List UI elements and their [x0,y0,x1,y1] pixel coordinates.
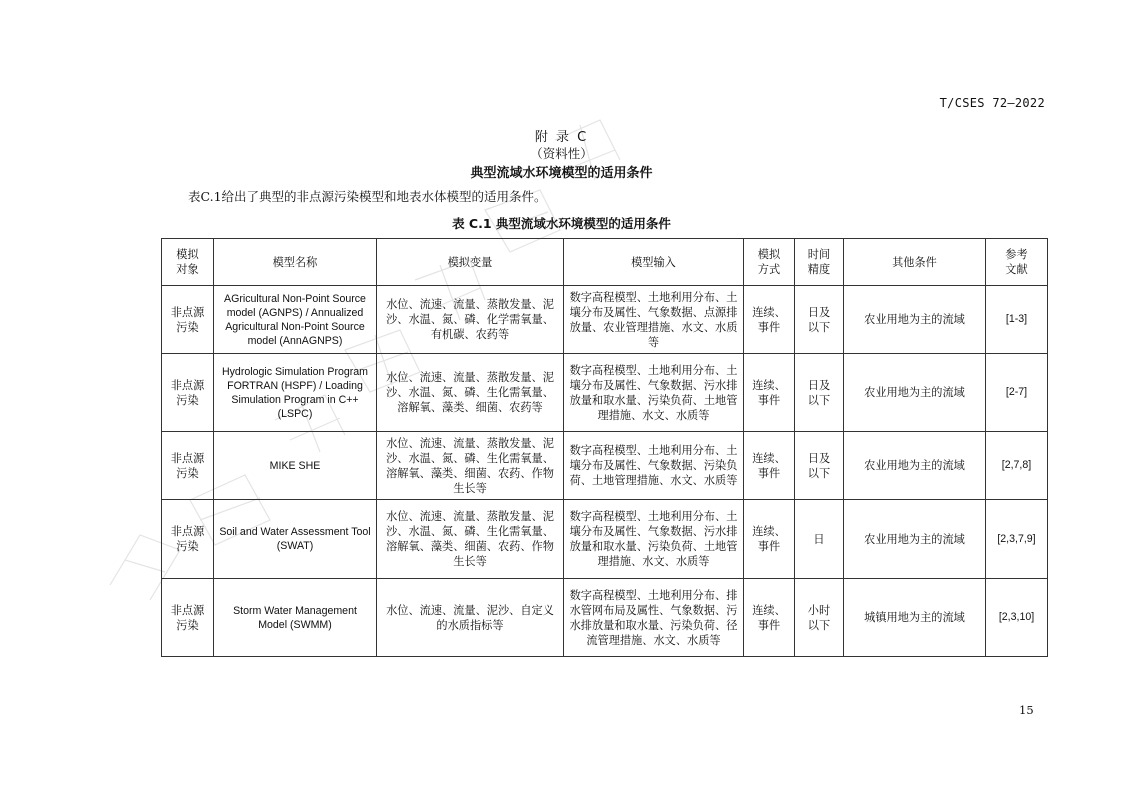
table-title: 表 C.1 典型流域水环境模型的适用条件 [452,216,671,231]
cell-inputs: 数字高程模型、土地利用分布、土壤分布及属性、气象数据、污水排放量和取水量、污染负荷、土地管理措施、水文、水质等 [564,354,744,432]
cell-inputs: 数字高程模型、土地利用分布、土壤分布及属性、气象数据、点源排放量、农业管理措施、水文、水质等 [564,286,744,354]
col-refs-header: 参考 文献 [986,239,1048,286]
conditions-table [161,238,1048,657]
cell-inputs: 数字高程模型、土地利用分布、排水管网布局及属性、气象数据、污水排放量和取水量、污染负荷、径流管理措施、水文、水质等 [564,579,744,657]
cell-refs: [1-3] [986,286,1048,354]
cell-refs: [2,3,10] [986,579,1048,657]
cell-variables: 水位、流速、流量、蒸散发量、泥沙、水温、氮、磷、生化需氧量、溶解氧、藻类、细菌、农药、作物生长等 [377,500,564,579]
cell-refs: [2,7,8] [986,432,1048,500]
cell-object: 非点源 污染 [162,354,214,432]
cell-variables: 水位、流速、流量、泥沙、自定义的水质指标等 [377,579,564,657]
cell-model-name: Soil and Water Assessment Tool (SWAT) [214,500,377,579]
cell-inputs: 数字高程模型、土地利用分布、土壤分布及属性、气象数据、污水排放量和取水量、污染负荷、土地管理措施、水文、水质等 [564,500,744,579]
cell-model-name: Hydrologic Simulation Program FORTRAN (HSPF) / Loading Simulation Program in C++ (LSPC) [214,354,377,432]
cell-precision: 日及 以下 [795,432,844,500]
table-row [162,286,1048,354]
cell-model-name: Storm Water Management Model (SWMM) [214,579,377,657]
table-row [162,500,1048,579]
cell-other: 农业用地为主的流域 [844,500,986,579]
page-number: 15 [1019,703,1034,717]
cell-mode: 连续、 事件 [744,579,795,657]
table-header-row [162,239,1048,286]
cell-object: 非点源 污染 [162,500,214,579]
intro-text: 表C.1给出了典型的非点源污染模型和地表水体模型的适用条件。 [188,189,547,204]
cell-precision: 日及 以下 [795,354,844,432]
cell-precision: 日及 以下 [795,286,844,354]
cell-mode: 连续、 事件 [744,354,795,432]
cell-model-name: MIKE SHE [214,432,377,500]
appendix-nature: （资料性） [530,146,593,161]
cell-variables: 水位、流速、流量、蒸散发量、泥沙、水温、氮、磷、化学需氧量、有机碳、农药等 [377,286,564,354]
cell-variables: 水位、流速、流量、蒸散发量、泥沙、水温、氮、磷、生化需氧量、溶解氧、藻类、细菌、农药、作物生长等 [377,432,564,500]
appendix-label: 附 录 C [534,130,589,145]
table-row [162,579,1048,657]
col-precision-header: 时间 精度 [795,239,844,286]
col-inputs-header: 模型输入 [564,239,744,286]
cell-mode: 连续、 事件 [744,500,795,579]
cell-object: 非点源 污染 [162,579,214,657]
cell-variables: 水位、流速、流量、蒸散发量、泥沙、水温、氮、磷、生化需氧量、溶解氧、藻类、细菌、农药等 [377,354,564,432]
col-object-header: 模拟 对象 [162,239,214,286]
col-mode-header: 模拟 方式 [744,239,795,286]
appendix-title: 典型流域水环境模型的适用条件 [470,166,653,181]
cell-other: 城镇用地为主的流域 [844,579,986,657]
cell-other: 农业用地为主的流域 [844,354,986,432]
table-row [162,432,1048,500]
col-name-header: 模型名称 [214,239,377,286]
cell-inputs: 数字高程模型、土地利用分布、土壤分布及属性、气象数据、污染负荷、土地管理措施、水文、水质等 [564,432,744,500]
table-row [162,354,1048,432]
cell-refs: [2,3,7,9] [986,500,1048,579]
cell-precision: 小时 以下 [795,579,844,657]
cell-object: 非点源 污染 [162,432,214,500]
cell-other: 农业用地为主的流域 [844,432,986,500]
cell-object: 非点源 污染 [162,286,214,354]
cell-mode: 连续、 事件 [744,432,795,500]
cell-model-name: AGricultural Non-Point Source model (AGNPS) / Annualized Agricultural Non-Point Source model (AnnAGNPS) [214,286,377,354]
cell-other: 农业用地为主的流域 [844,286,986,354]
doc-code: T/CSES 72—2022 [939,96,1045,110]
col-variables-header: 模拟变量 [377,239,564,286]
cell-mode: 连续、 事件 [744,286,795,354]
cell-precision: 日 [795,500,844,579]
col-other-header: 其他条件 [844,239,986,286]
cell-refs: [2-7] [986,354,1048,432]
